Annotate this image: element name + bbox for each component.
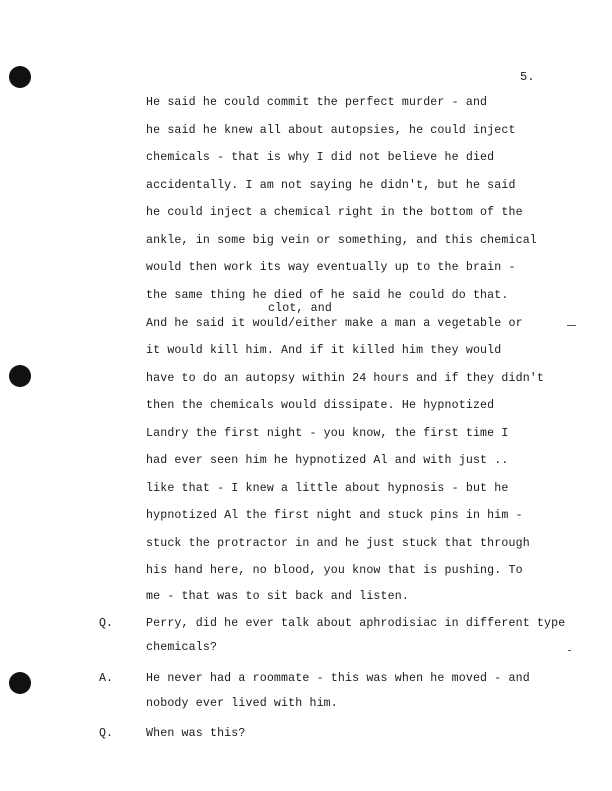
text-line: have to do an autopsy within 24 hours and if they didn't [146, 372, 545, 385]
text-line: would then work its way eventually up to the brain - [146, 261, 516, 274]
speaker-label: Q. [99, 617, 113, 630]
text-line: he could inject a chemical right in the bottom of the [146, 206, 523, 219]
handwritten-insertion: clot, and [268, 302, 332, 315]
answer-text: He never had a roommate - this was when he moved - and [146, 672, 530, 685]
punch-hole-bottom [9, 672, 31, 694]
text-line: then the chemicals would dissipate. He hypnotized [146, 399, 495, 412]
text-line: Landry the first night - you know, the first time I [146, 427, 509, 440]
text-line: And he said it would/either make a man a vegetable or [146, 317, 523, 330]
text-line: accidentally. I am not saying he didn't, but he said [146, 179, 516, 192]
text-line: it would kill him. And if it killed him they would [146, 344, 502, 357]
question-text: When was this? [146, 727, 246, 740]
punch-hole-middle [9, 365, 31, 387]
page-number: 5. [520, 70, 535, 84]
question-text: Perry, did he ever talk about aphrodisiac in different type [146, 617, 566, 630]
margin-mark [567, 325, 576, 326]
text-line: his hand here, no blood, you know that is pushing. To [146, 564, 523, 577]
punch-hole-top [9, 66, 31, 88]
answer-text: nobody ever lived with him. [146, 697, 338, 710]
text-line: had ever seen him he hypnotized Al and with just .. [146, 454, 509, 467]
text-line: hypnotized Al the first night and stuck pins in him - [146, 509, 523, 522]
text-line: the same thing he died of he said he could do that. [146, 289, 509, 302]
text-line: ankle, in some big vein or something, and this chemical [146, 234, 537, 247]
text-line: stuck the protractor in and he just stuck that through [146, 537, 530, 550]
text-line: He said he could commit the perfect murder - and [146, 96, 488, 109]
question-text: chemicals? [146, 641, 218, 654]
text-line: like that - I knew a little about hypnosis - but he [146, 482, 509, 495]
speaker-label: Q. [99, 727, 113, 740]
margin-mark [568, 650, 571, 651]
speaker-label: A. [99, 672, 113, 685]
text-line: chemicals - that is why I did not believe he died [146, 151, 495, 164]
text-line: he said he knew all about autopsies, he could inject [146, 124, 516, 137]
text-line: me - that was to sit back and listen. [146, 590, 409, 603]
